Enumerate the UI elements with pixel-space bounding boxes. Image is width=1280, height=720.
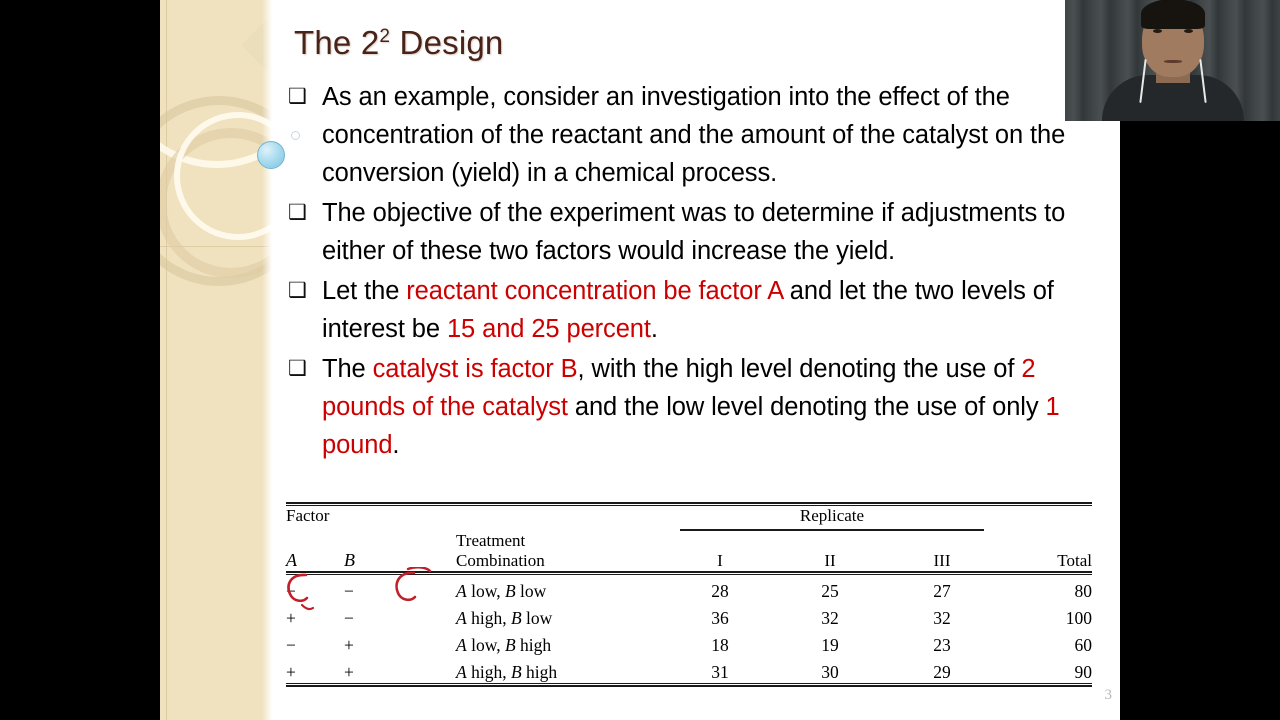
bullet-item xyxy=(286,272,1108,348)
bullet-item xyxy=(286,78,1108,192)
cell-treatment-combination xyxy=(456,602,666,629)
bullet-highlight-text: 15 and 25 percent xyxy=(446,315,651,343)
header-spacer xyxy=(456,506,666,526)
table-row xyxy=(286,602,1092,629)
treatment-factor-a-level: high, xyxy=(466,607,511,628)
bullet-item xyxy=(286,194,1108,270)
bullet-text: The objective of the experiment was to determine if adjustments to either of these two factors would increase the yield. xyxy=(322,199,1066,265)
cell-factor-a: − xyxy=(286,580,296,601)
table-row xyxy=(286,575,1092,602)
header-col-treatment-line1: Treatment xyxy=(456,530,526,550)
treatment-factor-a-level: low, xyxy=(466,580,505,601)
cell-total: 60 xyxy=(1074,634,1092,655)
treatment-factor-a-symbol: A xyxy=(456,634,467,655)
bullet-text: . xyxy=(650,315,658,343)
header-col-treatment-line2: Combination xyxy=(456,550,545,570)
cell-factor-a: + xyxy=(286,607,296,628)
table-header-row-columns xyxy=(286,531,1092,571)
bullet-highlight-text: catalyst is factor B xyxy=(372,355,578,383)
bullet-highlight-text: 2 pounds of the catalyst xyxy=(322,355,1036,421)
cell-replicate-3: 27 xyxy=(933,580,951,601)
table-rule-bottom xyxy=(286,683,1092,687)
treatment-factor-a-level: high, xyxy=(466,661,511,682)
cell-replicate-3: 23 xyxy=(933,634,951,655)
header-group-replicate: Replicate xyxy=(799,506,865,525)
experiment-data-table xyxy=(286,502,1092,687)
presenter-mouth xyxy=(1164,60,1182,63)
treatment-factor-a-symbol: A xyxy=(456,661,467,682)
treatment-factor-b-symbol: B xyxy=(510,607,522,628)
presenter-eye-left xyxy=(1153,29,1162,33)
header-col-rep-3: III xyxy=(933,550,951,570)
cell-replicate-1: 36 xyxy=(711,607,729,628)
table-row xyxy=(286,656,1092,683)
presenter-hair xyxy=(1141,0,1205,29)
treatment-factor-b-symbol: B xyxy=(510,661,522,682)
cell-replicate-1: 28 xyxy=(711,580,729,601)
header-spacer-total xyxy=(998,506,1092,526)
page-title-main: The 2 xyxy=(294,24,380,61)
page-title-tail: Design xyxy=(390,24,504,61)
presentation-slide xyxy=(160,0,1120,720)
cell-factor-a: − xyxy=(286,634,296,655)
bullet-highlight-text: 1 pound xyxy=(322,393,1060,459)
bullet-text: As an example, consider an investigation into the effect of the concentration of the reactant and the amount of the catalyst on the conversion (yield) in a chemical process. xyxy=(322,83,1066,187)
bullet-list xyxy=(286,78,1108,466)
treatment-factor-b-level: low xyxy=(515,580,547,601)
cell-replicate-3: 32 xyxy=(933,607,951,628)
presenter-figure xyxy=(1098,35,1248,121)
cell-treatment-combination xyxy=(456,575,666,602)
bullet-text: and let the two levels of interest be xyxy=(322,277,1054,343)
header-col-rep-1: I xyxy=(717,550,723,570)
header-group-factor: Factor xyxy=(286,506,330,525)
cell-replicate-2: 32 xyxy=(821,607,839,628)
cell-factor-a: + xyxy=(286,661,296,682)
cell-factor-b: + xyxy=(344,661,354,682)
presenter-eye-right xyxy=(1184,29,1193,33)
bullet-marker-icon: ❑ xyxy=(288,85,307,108)
treatment-factor-b-level: high xyxy=(521,661,558,682)
bullet-text: Let the xyxy=(322,277,407,305)
cell-total: 90 xyxy=(1074,661,1092,682)
treatment-factor-a-level: low, xyxy=(466,634,505,655)
cell-total: 80 xyxy=(1074,580,1092,601)
treatment-factor-a-symbol: A xyxy=(456,607,467,628)
cell-factor-b: + xyxy=(344,634,354,655)
bullet-text: , with the high level denoting the use of xyxy=(577,355,1022,383)
header-col-a: A xyxy=(286,549,297,570)
header-col-total: Total xyxy=(1057,550,1092,570)
cell-replicate-2: 25 xyxy=(821,580,839,601)
treatment-factor-b-level: low xyxy=(521,607,553,628)
cell-replicate-1: 31 xyxy=(711,661,729,682)
bullet-text: The xyxy=(322,355,373,383)
page-title-exponent: 2 xyxy=(379,26,391,47)
bullet-marker-icon: ❑ xyxy=(288,357,307,380)
cell-replicate-3: 29 xyxy=(933,661,951,682)
cell-replicate-2: 19 xyxy=(821,634,839,655)
treatment-factor-b-symbol: B xyxy=(504,634,516,655)
cell-treatment-combination xyxy=(456,656,666,683)
table-header-row-groups xyxy=(286,506,1092,526)
treatment-factor-a-symbol: A xyxy=(456,580,467,601)
bullet-marker-icon: ❑ xyxy=(288,201,307,224)
bullet-text: and the low level denoting the use of only xyxy=(567,393,1046,421)
treatment-factor-b-level: high xyxy=(515,634,552,655)
page-title xyxy=(294,24,503,62)
cell-replicate-2: 30 xyxy=(821,661,839,682)
cell-treatment-combination xyxy=(456,629,666,656)
slide-content xyxy=(272,0,1120,720)
header-col-treatment xyxy=(456,531,666,571)
bullet-marker-icon: ❑ xyxy=(288,279,307,302)
header-col-b: B xyxy=(344,549,355,570)
cell-total: 100 xyxy=(1065,607,1092,628)
cell-replicate-1: 18 xyxy=(711,634,729,655)
table-header-block xyxy=(286,506,1092,571)
table-body xyxy=(286,575,1092,683)
treatment-factor-b-symbol: B xyxy=(504,580,516,601)
presenter-webcam-overlay[interactable] xyxy=(1065,0,1280,121)
header-col-rep-2: II xyxy=(824,550,836,570)
bullet-highlight-text: reactant concentration be factor A xyxy=(406,277,783,305)
bullet-text: . xyxy=(392,431,400,459)
slide-page-number: 3 xyxy=(1104,687,1112,703)
cell-factor-b: − xyxy=(344,580,354,601)
slide-decoration-band xyxy=(160,0,272,720)
table-row xyxy=(286,629,1092,656)
cell-factor-b: − xyxy=(344,607,354,628)
bullet-item xyxy=(286,350,1108,464)
